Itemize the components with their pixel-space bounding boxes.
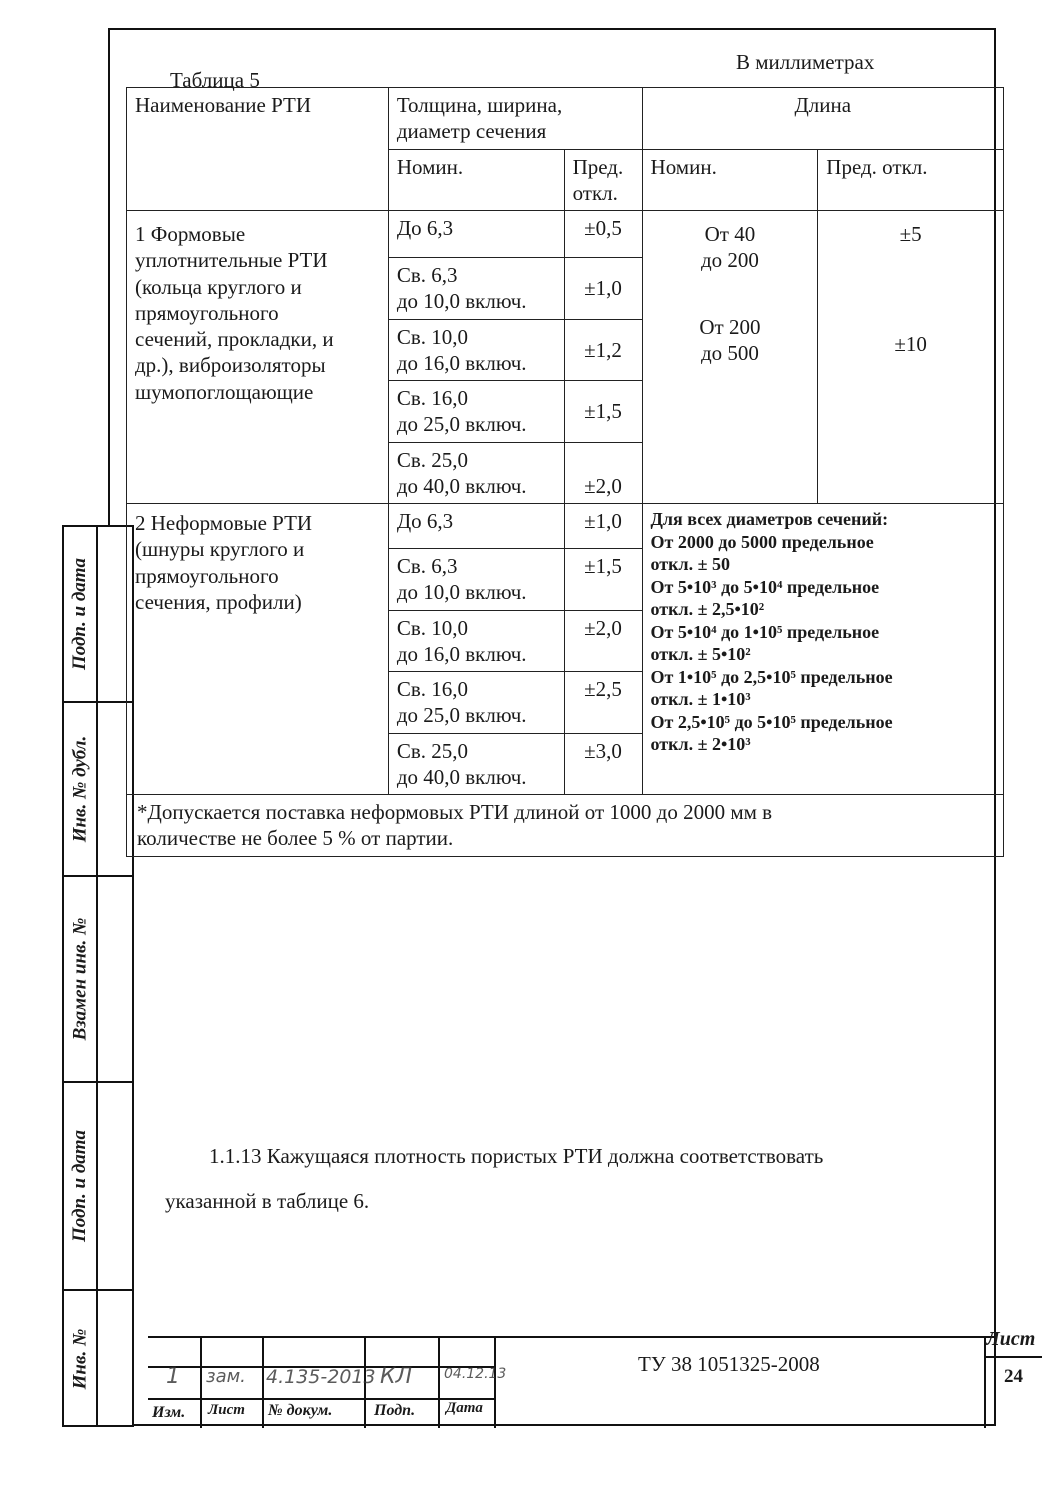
g2-nom-cell (388, 549, 564, 611)
col-doc: № докум. (268, 1402, 333, 1419)
side-label: Подп. и дата (69, 557, 91, 671)
stamp-line (438, 1336, 440, 1428)
group1-name-line: уплотнительные РТИ (135, 248, 328, 273)
g1-nom-cell (388, 258, 564, 320)
stamp-line (984, 1356, 1042, 1358)
g2-nom-cell (388, 672, 564, 734)
g2-nom-line: до 25,0 включ. (396, 703, 527, 728)
document-code: ТУ 38 1051325-2008 (638, 1352, 820, 1376)
g1-len-dev-line: ±10 (894, 332, 927, 357)
g2-nom-line: Св. 16,0 (396, 677, 468, 701)
group1-name-line: шумопоглощающие (135, 379, 314, 404)
side-registration-strip (62, 525, 134, 1427)
handwritten-list: зам. (206, 1366, 246, 1387)
header-row (127, 88, 1004, 150)
g1-nom-line: Св. 16,0 (396, 386, 468, 410)
group2-name-line: (шнуры круглого и (135, 537, 305, 562)
g2-length-line: Для всех диаметров сечений: (650, 509, 889, 529)
g1-dev-cell: ±1,5 (564, 381, 642, 443)
handwritten-doc: 4.135-2013 (266, 1366, 376, 1388)
header-thickness: Толщина, ширина, диаметр сечения (388, 88, 642, 150)
col-izm: Изм. (152, 1404, 186, 1421)
header-length: Длина (642, 88, 1003, 150)
group2-name-line: прямоугольного (135, 563, 279, 588)
g1-length-dev (818, 211, 1004, 504)
group2-name (127, 504, 389, 795)
group2-name-line: сечения, профили) (135, 589, 302, 614)
header-nom: Номин. (388, 149, 564, 211)
table-footnote (127, 795, 1004, 857)
g2-length-line: От 2,5•10⁵ до 5•10⁵ предельное (650, 711, 893, 732)
g1-nom-line: До 6,3 (396, 216, 454, 240)
g1-nom-cell (388, 319, 564, 381)
sheet-label: Лист (986, 1328, 1036, 1350)
footnote-line: количестве не более 5 % от партии. (137, 826, 454, 851)
g1-len-nom-line: до 500 (700, 340, 759, 365)
group1-name-line: прямоугольного (135, 300, 279, 325)
body-paragraph (165, 1134, 955, 1224)
g2-nom-line: До 6,3 (396, 509, 454, 533)
g2-length-line: От 1•10⁵ до 2,5•10⁵ предельное (650, 666, 893, 687)
side-cell-sign-date-1 (64, 527, 132, 703)
g1-len-nom-line: От 200 (699, 314, 761, 339)
g2-length-line: откл. ± 2,5•10² (650, 599, 765, 619)
side-cell-inv (64, 1291, 132, 1427)
handwritten-date: 04.12.13 (444, 1366, 507, 1382)
g1-dev-cell: ±0,5 (564, 211, 642, 258)
g1-len-nom-line: От 40 (704, 222, 756, 246)
handwritten-izm: 1 (166, 1364, 180, 1389)
side-cell-inv-dubl (64, 703, 132, 877)
g2-length-line: откл. ± 1•10³ (650, 689, 751, 709)
g2-nom-line: до 10,0 включ. (396, 580, 527, 605)
g2-dev-cell: ±1,5 (564, 549, 642, 611)
paragraph-line: указанной в таблице 6. (165, 1189, 370, 1214)
g2-dev-cell: ±1,0 (564, 504, 642, 549)
group2-name-line: 2 Неформовые РТИ (135, 511, 313, 535)
paragraph-line: 1.1.13 Кажущаяся плотность пористых РТИ должна соответствовать (209, 1144, 824, 1168)
stamp-line (148, 1336, 996, 1338)
g2-nom-line: Св. 25,0 (396, 738, 468, 763)
g1-nom-line: до 10,0 включ. (396, 289, 527, 314)
g1-dev-cell: ±1,2 (564, 319, 642, 381)
g1-nom-line: Св. 25,0 (396, 447, 468, 472)
side-label: Инв. № дубл. (69, 735, 91, 843)
table-row (127, 211, 1004, 258)
col-date: Дата (446, 1400, 483, 1416)
g1-nom-line: до 16,0 включ. (396, 350, 527, 375)
g1-nom-line: Св. 6,3 (396, 263, 458, 287)
group1-name-line: др.), виброизоляторы (135, 353, 326, 378)
g1-dev-cell: ±1,0 (564, 258, 642, 320)
g2-dev-cell: ±2,5 (564, 672, 642, 734)
table-row (127, 504, 1004, 549)
handwritten-sign: КЛ (380, 1364, 413, 1389)
g2-nom-cell (388, 610, 564, 672)
g2-nom-line: Св. 6,3 (396, 554, 458, 578)
group1-name (127, 211, 389, 504)
stamp-line (262, 1336, 264, 1428)
g1-dev-cell: ±2,0 (564, 442, 642, 504)
g1-len-nom-line: до 200 (700, 248, 759, 273)
g2-length-line: От 5•10⁴ до 1•10⁵ предельное (650, 621, 880, 642)
g2-nom-line: до 40,0 включ. (396, 764, 527, 789)
g1-length-nom (642, 211, 818, 504)
header-len-nom: Номин. (642, 149, 818, 211)
g1-nom-cell (388, 211, 564, 258)
col-sign: Подп. (374, 1402, 416, 1419)
g2-length-line: От 2000 до 5000 предельное (650, 531, 874, 552)
dimensions-table (126, 87, 1004, 857)
group1-name-line: сечений, прокладки, и (135, 327, 334, 351)
header-len-dev: Пред. откл. (818, 149, 1004, 211)
side-cell-zamen (64, 877, 132, 1083)
units-caption: В миллиметрах (736, 50, 875, 74)
g1-len-dev-line: ±5 (899, 222, 922, 246)
g1-nom-line: Св. 10,0 (396, 324, 468, 349)
g2-nom-cell (388, 733, 564, 795)
footnote-line: *Допускается поставка неформовых РТИ длиной от 1000 до 2000 мм в (137, 800, 773, 824)
g2-dev-cell: ±3,0 (564, 733, 642, 795)
col-list: Лист (208, 1402, 245, 1418)
table-caption: Таблица 5 (170, 68, 260, 92)
g2-length-line: откл. ± 2•10³ (650, 734, 751, 754)
g2-dev-cell: ±2,0 (564, 610, 642, 672)
side-label: Подп. и дата (69, 1129, 91, 1243)
g1-nom-line: до 40,0 включ. (396, 473, 527, 498)
header-dev: Пред. откл. (564, 149, 642, 211)
g2-length-line: откл. ± 5•10² (650, 644, 751, 664)
group1-name-line: (кольца круглого и (135, 274, 302, 299)
g2-length-note (642, 504, 1003, 795)
side-label: Взамен инв. № (69, 917, 91, 1041)
footnote-row (127, 795, 1004, 857)
sheet-number: 24 (1004, 1366, 1023, 1387)
g2-nom-line: Св. 10,0 (396, 615, 468, 640)
title-block (148, 1328, 1042, 1428)
g2-nom-line: до 16,0 включ. (396, 641, 527, 666)
stamp-line (494, 1336, 496, 1428)
header-name: Наименование РТИ (127, 88, 389, 211)
side-label: Инв. № (69, 1328, 91, 1390)
side-cell-sign-date-2 (64, 1083, 132, 1291)
g2-length-line: откл. ± 50 (650, 554, 730, 574)
stamp-line (200, 1336, 202, 1428)
group1-name-line: 1 Формовые (135, 222, 246, 246)
g1-nom-line: до 25,0 включ. (396, 412, 527, 437)
g2-length-line: От 5•10³ до 5•10⁴ предельное (650, 576, 880, 597)
g1-nom-cell (388, 381, 564, 443)
g2-nom-cell (388, 504, 564, 549)
g1-nom-cell (388, 442, 564, 504)
